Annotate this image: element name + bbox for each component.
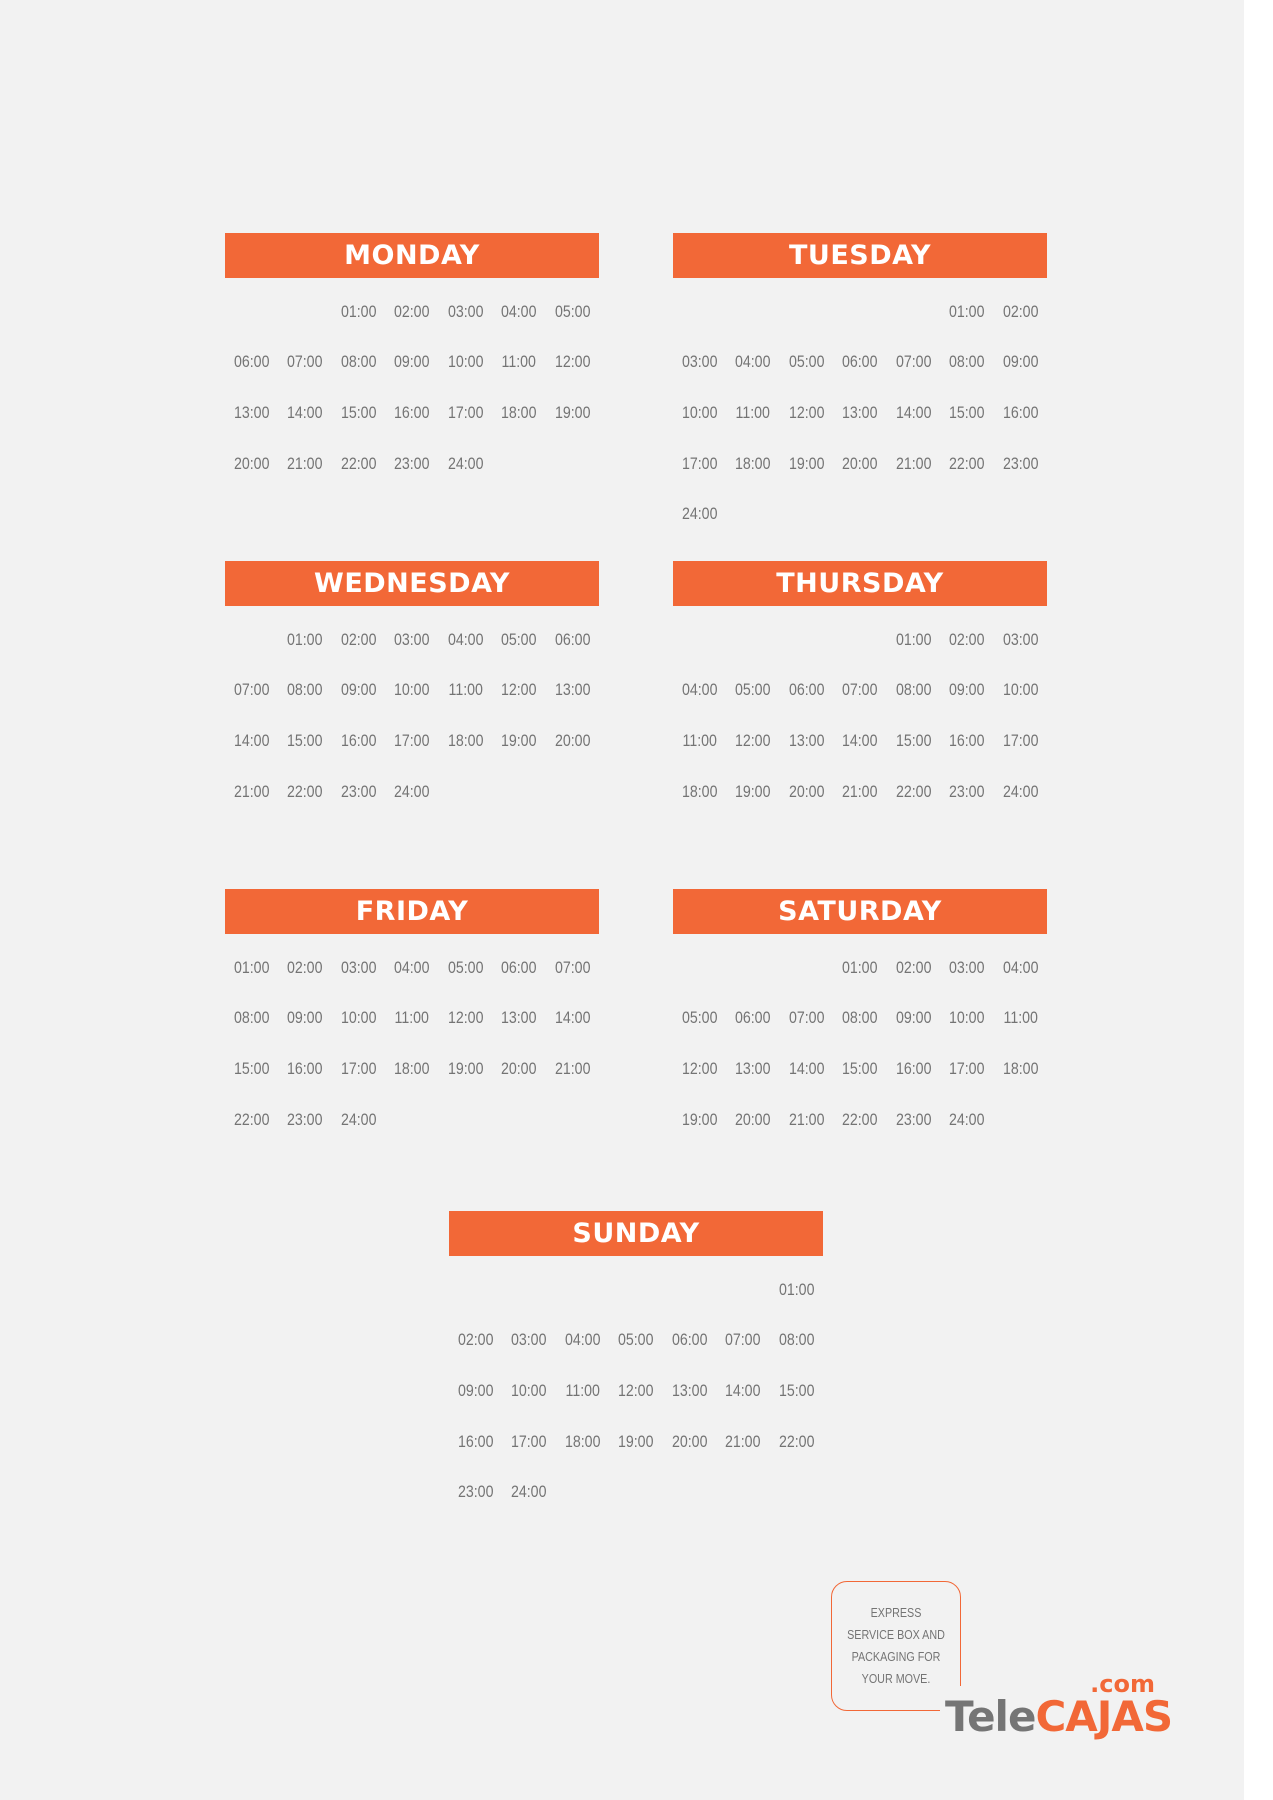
time-slot: 17:00 bbox=[949, 1059, 985, 1078]
time-slot: 05:00 bbox=[618, 1331, 654, 1350]
time-slot: 22:00 bbox=[842, 1110, 878, 1129]
time-slot: 17:00 bbox=[394, 731, 430, 750]
time-slot: 01:00 bbox=[949, 302, 985, 321]
tagline-line: EXPRESS bbox=[870, 1606, 922, 1620]
time-slot: 09:00 bbox=[287, 1009, 323, 1028]
time-slot: 20:00 bbox=[233, 454, 270, 473]
time-slot: 05:00 bbox=[735, 681, 771, 700]
time-slot: 17:00 bbox=[511, 1432, 547, 1451]
time-slot: 03:00 bbox=[511, 1331, 547, 1350]
time-slot: 01:00 bbox=[842, 958, 878, 977]
time-slot: 02:00 bbox=[1002, 302, 1039, 321]
time-slot: 08:00 bbox=[842, 1009, 878, 1028]
time-slot: 20:00 bbox=[788, 782, 825, 801]
time-slot: 09:00 bbox=[394, 353, 430, 372]
time-slot: 11:00 bbox=[565, 1381, 600, 1400]
time-slot: 15:00 bbox=[233, 1059, 270, 1078]
time-slot: 19:00 bbox=[447, 1059, 484, 1078]
time-slot: 08:00 bbox=[949, 353, 985, 372]
time-slot: 07:00 bbox=[233, 681, 270, 700]
day-thursday bbox=[673, 561, 1047, 817]
time-slot: 18:00 bbox=[681, 782, 718, 801]
time-slot: 23:00 bbox=[895, 1110, 932, 1129]
time-slot: 09:00 bbox=[457, 1381, 494, 1400]
time-slot: 23:00 bbox=[287, 1110, 323, 1129]
time-slot: 19:00 bbox=[554, 403, 591, 422]
time-slot: 03:00 bbox=[394, 630, 430, 649]
time-slot: 23:00 bbox=[1002, 454, 1039, 473]
time-slot: 10:00 bbox=[447, 353, 484, 372]
time-slot: 04:00 bbox=[501, 302, 537, 321]
time-slot: 09:00 bbox=[1002, 353, 1039, 372]
time-slot: 02:00 bbox=[949, 630, 985, 649]
time-grid-wednesday bbox=[225, 615, 599, 817]
day-sunday bbox=[449, 1211, 823, 1518]
time-slot: 12:00 bbox=[501, 681, 537, 700]
day-header-tuesday: TUESDAY bbox=[673, 233, 1047, 278]
time-slot: 02:00 bbox=[394, 302, 430, 321]
time-slot: 02:00 bbox=[457, 1331, 494, 1350]
time-slot: 23:00 bbox=[394, 454, 430, 473]
time-slot: 16:00 bbox=[394, 403, 430, 422]
day-monday bbox=[225, 233, 599, 489]
time-slot: 12:00 bbox=[447, 1009, 484, 1028]
time-slot: 19:00 bbox=[681, 1110, 718, 1129]
time-slot: 10:00 bbox=[681, 403, 718, 422]
time-slot: 14:00 bbox=[788, 1059, 825, 1078]
time-slot: 19:00 bbox=[501, 731, 537, 750]
time-slot: 01:00 bbox=[778, 1280, 815, 1299]
time-slot: 19:00 bbox=[735, 782, 771, 801]
time-slot: 22:00 bbox=[778, 1432, 815, 1451]
time-slot: 04:00 bbox=[564, 1331, 601, 1350]
time-slot: 13:00 bbox=[671, 1381, 708, 1400]
time-slot: 22:00 bbox=[895, 782, 932, 801]
time-slot: 04:00 bbox=[447, 630, 484, 649]
time-slot: 21:00 bbox=[895, 454, 932, 473]
time-slot: 08:00 bbox=[895, 681, 932, 700]
time-slot: 13:00 bbox=[554, 681, 591, 700]
time-grid-saturday bbox=[673, 943, 1047, 1145]
logo-wordmark bbox=[945, 1692, 1172, 1741]
time-slot: 09:00 bbox=[340, 681, 377, 700]
time-slot: 20:00 bbox=[671, 1432, 708, 1451]
time-slot: 06:00 bbox=[233, 353, 270, 372]
day-header-sunday: SUNDAY bbox=[449, 1211, 823, 1256]
time-slot: 18:00 bbox=[1002, 1059, 1039, 1078]
time-slot: 22:00 bbox=[287, 782, 323, 801]
time-slot: 02:00 bbox=[340, 630, 377, 649]
time-slot: 01:00 bbox=[233, 958, 270, 977]
time-slot: 14:00 bbox=[895, 403, 932, 422]
time-slot: 13:00 bbox=[501, 1009, 537, 1028]
time-slot: 11:00 bbox=[448, 681, 483, 700]
time-slot: 23:00 bbox=[457, 1483, 494, 1502]
time-slot: 12:00 bbox=[735, 731, 771, 750]
time-slot: 18:00 bbox=[394, 1059, 430, 1078]
time-slot: 03:00 bbox=[340, 958, 377, 977]
telecajas-logo bbox=[945, 1670, 1215, 1740]
time-slot: 13:00 bbox=[842, 403, 878, 422]
time-slot: 07:00 bbox=[842, 681, 878, 700]
time-slot: 18:00 bbox=[735, 454, 771, 473]
time-slot: 24:00 bbox=[511, 1483, 547, 1502]
time-slot: 24:00 bbox=[394, 782, 430, 801]
time-slot: 24:00 bbox=[949, 1110, 985, 1129]
time-slot: 13:00 bbox=[233, 403, 270, 422]
time-slot: 10:00 bbox=[511, 1381, 547, 1400]
time-slot: 22:00 bbox=[949, 454, 985, 473]
time-slot: 10:00 bbox=[949, 1009, 985, 1028]
time-slot: 18:00 bbox=[501, 403, 537, 422]
time-slot: 02:00 bbox=[895, 958, 932, 977]
tagline-line: SERVICE BOX AND bbox=[847, 1628, 945, 1642]
time-slot: 21:00 bbox=[233, 782, 270, 801]
time-slot: 05:00 bbox=[447, 958, 484, 977]
time-grid-thursday bbox=[673, 615, 1047, 817]
tagline bbox=[844, 1602, 947, 1690]
time-slot: 05:00 bbox=[788, 353, 825, 372]
time-slot: 01:00 bbox=[287, 630, 323, 649]
time-slot: 07:00 bbox=[554, 958, 591, 977]
time-slot: 11:00 bbox=[682, 731, 717, 750]
time-slot: 24:00 bbox=[1002, 782, 1039, 801]
day-saturday bbox=[673, 889, 1047, 1145]
time-slot: 15:00 bbox=[340, 403, 377, 422]
time-slot: 21:00 bbox=[725, 1432, 761, 1451]
time-slot: 02:00 bbox=[287, 958, 323, 977]
time-slot: 14:00 bbox=[725, 1381, 761, 1400]
time-slot: 23:00 bbox=[949, 782, 985, 801]
time-slot: 10:00 bbox=[394, 681, 430, 700]
time-slot: 07:00 bbox=[725, 1331, 761, 1350]
time-slot: 12:00 bbox=[788, 403, 825, 422]
time-slot: 09:00 bbox=[949, 681, 985, 700]
time-slot: 22:00 bbox=[340, 454, 377, 473]
time-slot: 03:00 bbox=[949, 958, 985, 977]
time-slot: 16:00 bbox=[895, 1059, 932, 1078]
time-slot: 11:00 bbox=[735, 403, 771, 422]
time-slot: 16:00 bbox=[949, 731, 985, 750]
time-slot: 13:00 bbox=[735, 1059, 771, 1078]
time-slot: 08:00 bbox=[287, 681, 323, 700]
time-slot: 20:00 bbox=[842, 454, 878, 473]
time-slot: 17:00 bbox=[447, 403, 484, 422]
time-slot: 19:00 bbox=[618, 1432, 654, 1451]
time-slot: 05:00 bbox=[501, 630, 537, 649]
time-slot: 04:00 bbox=[394, 958, 430, 977]
day-header-thursday: THURSDAY bbox=[673, 561, 1047, 606]
time-slot: 07:00 bbox=[788, 1009, 825, 1028]
logo-cajas: CAJAS bbox=[1035, 1692, 1173, 1741]
time-slot: 21:00 bbox=[842, 782, 878, 801]
time-slot: 17:00 bbox=[1002, 731, 1039, 750]
time-slot: 22:00 bbox=[233, 1110, 270, 1129]
logo-tele: Tele bbox=[945, 1692, 1036, 1741]
time-slot: 01:00 bbox=[895, 630, 932, 649]
time-slot: 20:00 bbox=[735, 1110, 771, 1129]
time-slot: 16:00 bbox=[457, 1432, 494, 1451]
day-header-saturday: SATURDAY bbox=[673, 889, 1047, 934]
time-slot: 17:00 bbox=[340, 1059, 377, 1078]
time-slot: 24:00 bbox=[340, 1110, 377, 1129]
time-slot: 04:00 bbox=[735, 353, 771, 372]
time-slot: 18:00 bbox=[447, 731, 484, 750]
time-slot: 14:00 bbox=[842, 731, 878, 750]
time-slot: 16:00 bbox=[340, 731, 377, 750]
time-slot: 07:00 bbox=[287, 353, 323, 372]
day-wednesday bbox=[225, 561, 599, 817]
time-slot: 10:00 bbox=[1002, 681, 1039, 700]
time-slot: 20:00 bbox=[501, 1059, 537, 1078]
time-slot: 08:00 bbox=[233, 1009, 270, 1028]
time-grid-sunday bbox=[449, 1265, 823, 1518]
time-slot: 21:00 bbox=[287, 454, 323, 473]
time-slot: 12:00 bbox=[618, 1381, 654, 1400]
time-slot: 08:00 bbox=[340, 353, 377, 372]
time-slot: 05:00 bbox=[681, 1009, 718, 1028]
time-slot: 06:00 bbox=[501, 958, 537, 977]
time-slot: 12:00 bbox=[554, 353, 591, 372]
time-slot: 04:00 bbox=[1002, 958, 1039, 977]
day-header-monday: MONDAY bbox=[225, 233, 599, 278]
time-slot: 01:00 bbox=[340, 302, 377, 321]
time-slot: 15:00 bbox=[842, 1059, 878, 1078]
day-header-wednesday: WEDNESDAY bbox=[225, 561, 599, 606]
logo-dotcom: .com bbox=[1090, 1670, 1155, 1698]
day-tuesday bbox=[673, 233, 1047, 540]
day-friday bbox=[225, 889, 599, 1145]
time-slot: 18:00 bbox=[564, 1432, 601, 1451]
time-slot: 08:00 bbox=[778, 1331, 815, 1350]
time-slot: 16:00 bbox=[287, 1059, 323, 1078]
time-slot: 11:00 bbox=[501, 353, 537, 372]
day-header-friday: FRIDAY bbox=[225, 889, 599, 934]
time-slot: 07:00 bbox=[895, 353, 932, 372]
time-slot: 11:00 bbox=[1003, 1009, 1038, 1028]
time-slot: 24:00 bbox=[447, 454, 484, 473]
time-slot: 06:00 bbox=[671, 1331, 708, 1350]
time-slot: 03:00 bbox=[681, 353, 718, 372]
time-slot: 16:00 bbox=[1002, 403, 1039, 422]
time-slot: 04:00 bbox=[681, 681, 718, 700]
time-slot: 21:00 bbox=[788, 1110, 825, 1129]
time-slot: 13:00 bbox=[788, 731, 825, 750]
time-grid-friday bbox=[225, 943, 599, 1145]
time-slot: 06:00 bbox=[735, 1009, 771, 1028]
time-slot: 19:00 bbox=[788, 454, 825, 473]
tagline-line: YOUR MOVE. bbox=[861, 1672, 931, 1686]
time-grid-tuesday bbox=[673, 287, 1047, 540]
time-slot: 23:00 bbox=[340, 782, 377, 801]
time-slot: 20:00 bbox=[554, 731, 591, 750]
time-slot: 14:00 bbox=[287, 403, 323, 422]
time-slot: 03:00 bbox=[1002, 630, 1039, 649]
time-slot: 06:00 bbox=[554, 630, 591, 649]
time-slot: 24:00 bbox=[681, 505, 718, 524]
tagline-line: PACKAGING FOR bbox=[851, 1650, 941, 1664]
time-slot: 17:00 bbox=[681, 454, 718, 473]
time-slot: 11:00 bbox=[394, 1009, 430, 1028]
time-slot: 21:00 bbox=[554, 1059, 591, 1078]
time-slot: 06:00 bbox=[788, 681, 825, 700]
time-slot: 09:00 bbox=[895, 1009, 932, 1028]
time-slot: 05:00 bbox=[554, 302, 591, 321]
time-grid-monday bbox=[225, 287, 599, 489]
time-slot: 14:00 bbox=[554, 1009, 591, 1028]
time-slot: 06:00 bbox=[842, 353, 878, 372]
time-slot: 15:00 bbox=[895, 731, 932, 750]
time-slot: 12:00 bbox=[681, 1059, 718, 1078]
time-slot: 10:00 bbox=[340, 1009, 377, 1028]
time-slot: 14:00 bbox=[233, 731, 270, 750]
time-slot: 15:00 bbox=[287, 731, 323, 750]
time-slot: 03:00 bbox=[447, 302, 484, 321]
time-slot: 15:00 bbox=[949, 403, 985, 422]
time-slot: 15:00 bbox=[778, 1381, 815, 1400]
